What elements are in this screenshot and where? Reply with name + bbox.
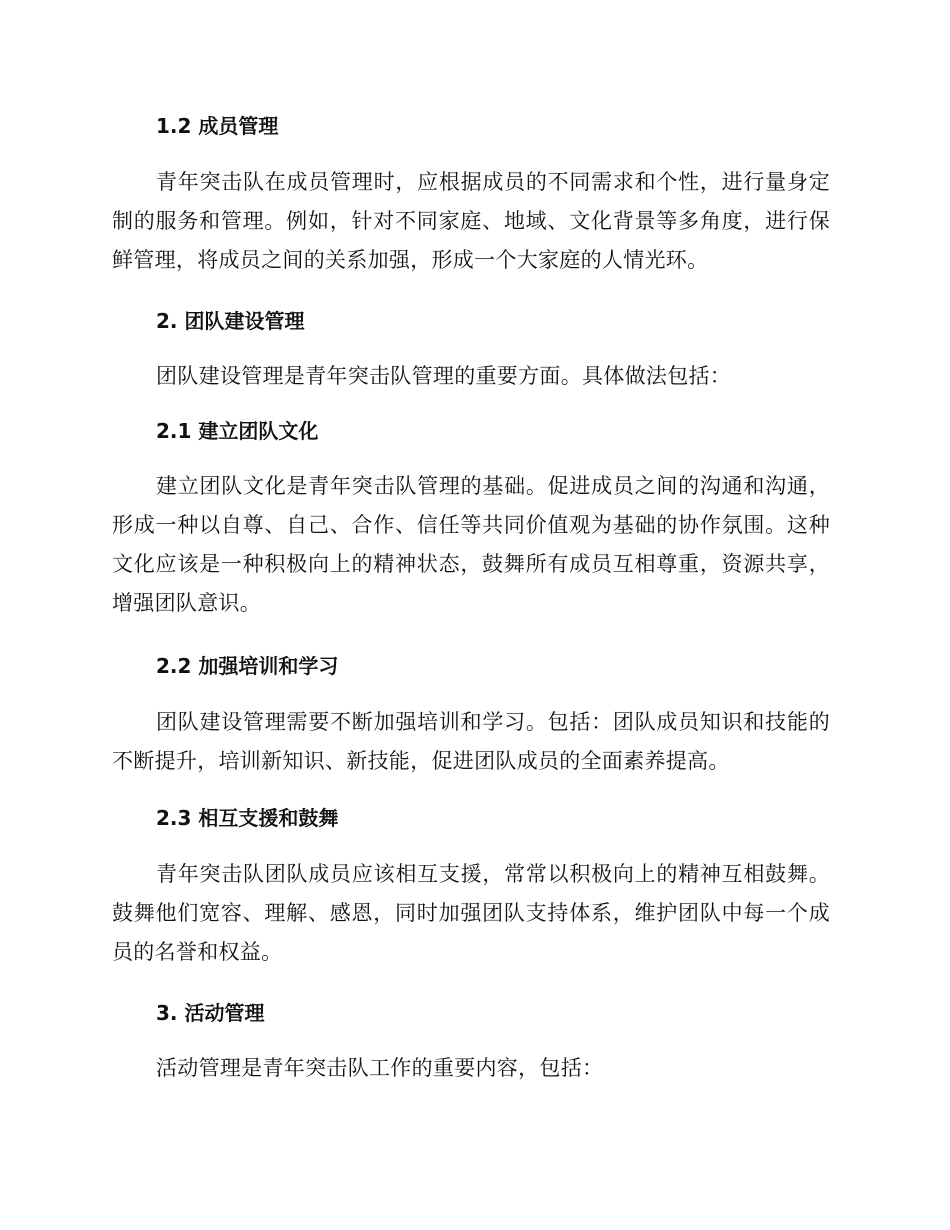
section-heading-2-1: 2.1 建立团队文化: [156, 419, 319, 443]
section-heading-2-2: 2.2 加强培训和学习: [156, 654, 339, 678]
paragraph-training: 团队建设管理需要不断加强培训和学习。包括：团队成员知识和技能的不断提升，培训新知识、新技能，促进团队成员的全面素养提高。: [112, 710, 830, 773]
section-heading-1-2: 1.2 成员管理: [156, 114, 279, 138]
section-heading-3: 3. 活动管理: [156, 1001, 265, 1025]
paragraph-mutual-support: 青年突击队团队成员应该相互支援，常常以积极向上的精神互相鼓舞。鼓舞他们宽容、理解、感恩，同时加强团队支持体系，维护团队中每一个成员的名誉和权益。: [112, 862, 830, 964]
paragraph-activity-management: 活动管理是青年突击队工作的重要内容，包括：: [156, 1056, 604, 1080]
paragraph-member-management: 青年突击队在成员管理时，应根据成员的不同需求和个性，进行量身定制的服务和管理。例如，针对不同家庭、地域、文化背景等多角度，进行保鲜管理，将成员之间的关系加强，形成一个大家庭的人情光环。: [112, 170, 830, 272]
section-heading-2-3: 2.3 相互支援和鼓舞: [156, 806, 339, 830]
paragraph-team-culture: 建立团队文化是青年突击队管理的基础。促进成员之间的沟通和沟通，形成一种以自尊、自己、合作、信任等共同价值观为基础的协作氛围。这种文化应该是一种积极向上的精神状态，鼓舞所有成员互相尊重，资源共享，增强团队意识。: [112, 474, 830, 615]
section-heading-2: 2. 团队建设管理: [156, 309, 305, 333]
paragraph-team-building-intro: 团队建设管理是青年突击队管理的重要方面。具体做法包括：: [156, 364, 732, 388]
